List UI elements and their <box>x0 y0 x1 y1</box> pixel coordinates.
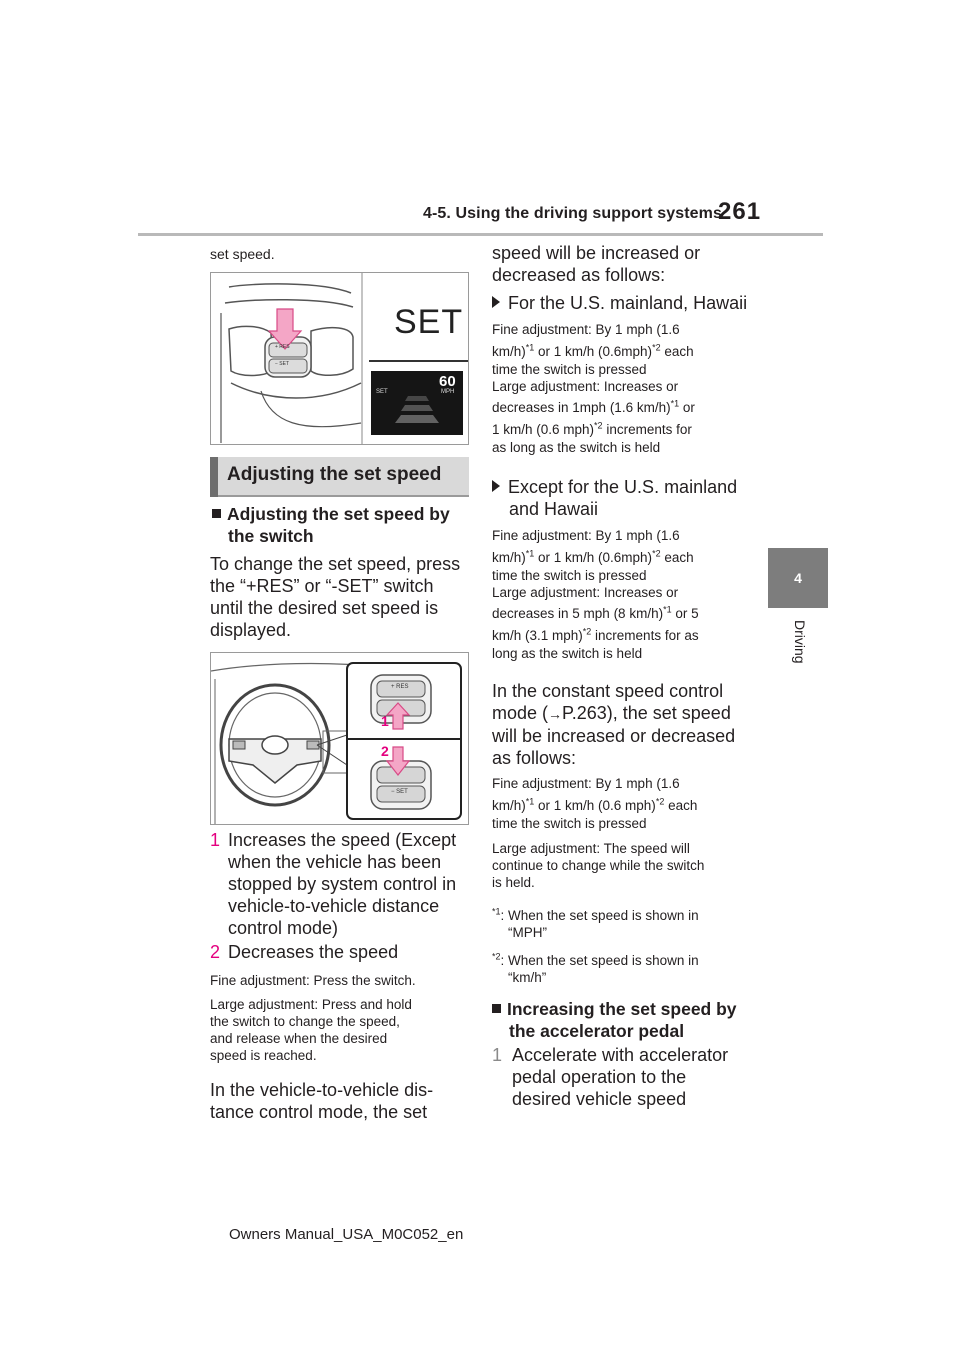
large-adj-line: Large adjustment: Press and hold <box>210 997 412 1012</box>
footnote-2 <box>492 952 699 986</box>
section-title: 4-5. Using the driving support systems <box>423 205 722 222</box>
callout-1: 1 <box>381 713 389 729</box>
sub-heading-switch <box>212 503 450 525</box>
adj-line: as long as the switch is held <box>492 440 661 455</box>
section-heading-bar <box>210 457 469 497</box>
item-number: 2 <box>210 942 221 962</box>
sub-heading-line1: Adjusting the set speed by <box>227 504 450 524</box>
para1-line: displayed. <box>210 620 292 640</box>
adj-line: km/h)$^{*1}$ or 1 km/h $(0.6mph)^{*2}$ each <box>492 548 694 565</box>
bullet-except-line: Except for the U.S. mainland <box>508 477 738 497</box>
footnote-ref: *1 <box>525 342 535 353</box>
footnote-1 <box>492 907 699 941</box>
sub-heading-line2: the accelerator pedal <box>509 1021 685 1041</box>
fine-adjustment-note: Fine adjustment: Press the switch. <box>210 973 416 988</box>
figure-steering-illustration <box>211 653 468 824</box>
footnote-ref: *1 <box>525 548 535 559</box>
paragraph-continued <box>492 242 700 286</box>
adj-line: Large adjustment: Increases or <box>492 379 679 394</box>
adj-line: Fine adjustment: By 1 mph (1.6 <box>492 776 680 791</box>
item-decrease-num <box>210 941 220 963</box>
item1-line: Increases the speed (Except <box>228 830 457 850</box>
item1-line: control mode) <box>228 918 339 938</box>
page-ref-arrow-icon: → <box>548 706 563 722</box>
bullet-except-line: and Hawaii <box>509 499 599 519</box>
item1-line: vehicle-to-vehicle distance <box>228 896 440 916</box>
page-reference-link[interactable]: P.263), the set speed <box>562 703 731 723</box>
para2-line: In the vehicle-to-vehicle dis- <box>210 1080 434 1100</box>
figure-set-illustration <box>211 273 468 444</box>
adj-line: time the switch is pressed <box>492 816 647 831</box>
set-indicator: SET <box>394 303 464 341</box>
chapter-label: Driving <box>792 620 808 664</box>
paragraph-constant-speed <box>492 680 735 769</box>
large-adj-line: the switch to change the speed, <box>210 1014 400 1029</box>
speed-value: 60 <box>439 373 456 390</box>
para2-line: tance control mode, the set <box>210 1102 428 1122</box>
adj-line: km/h)$^{*1}$ or 1 km/h (0.6 mph)$^{*2}$ each <box>492 796 698 813</box>
footer-manual-id: Owners Manual_USA_M0C052_en <box>229 1226 464 1243</box>
para-cont-line: decreased as follows: <box>492 265 666 285</box>
para3-line: mode (→P.263), the set speed <box>492 703 731 723</box>
large-adj-line: speed is reached. <box>210 1048 317 1063</box>
constant-adjustment-block <box>492 774 704 891</box>
adj-line: decreases in 1mph (1.6 km/h)$^{*1}$ or <box>492 398 695 415</box>
footnote-ref: *2 <box>594 420 603 431</box>
item1-line: stopped by system control in <box>228 874 457 894</box>
para1-line: until the desired set speed is <box>210 598 439 618</box>
figure-set-display <box>210 272 469 445</box>
page-number: 261 <box>718 198 762 225</box>
footnote-text: : When the set speed is shown in <box>500 908 699 923</box>
adj-line: 1 km/h (0.6 mph)$^{*2}$ increments for <box>492 420 692 437</box>
para-cont-line: speed will be increased or <box>492 243 701 263</box>
item-increase <box>210 829 220 851</box>
item1-line: when the vehicle has been <box>228 852 442 872</box>
footnote-marker: *2 <box>492 951 501 962</box>
header-rule <box>138 233 823 236</box>
adj-line: time the switch is pressed <box>492 362 647 377</box>
adj-line: is held. <box>492 875 535 890</box>
speed-unit: MPH <box>441 389 455 395</box>
chapter-label-wrap <box>788 620 808 690</box>
paragraph-vehicle-distance <box>210 1079 433 1123</box>
paragraph-change-speed <box>210 553 460 641</box>
bullet-except-us <box>492 476 737 520</box>
step-1-text <box>512 1044 728 1110</box>
adj-line: continue to change while the switch <box>492 858 705 873</box>
footnote-marker: *1 <box>492 906 501 917</box>
triangle-bullet-icon <box>492 480 500 492</box>
us-adjustment-block <box>492 320 695 456</box>
large-adjustment-note <box>210 996 412 1064</box>
figure-steering-switch <box>210 652 469 825</box>
step1-line: desired vehicle speed <box>512 1089 687 1109</box>
small-set-label: SET <box>376 389 388 395</box>
footnote-ref: *2 <box>655 796 665 807</box>
square-bullet-icon <box>212 509 221 518</box>
footnote-ref: *2 <box>582 626 592 637</box>
adj-line: time the switch is pressed <box>492 568 647 583</box>
triangle-bullet-icon <box>492 296 500 308</box>
sub-heading-line1: Increasing the set speed by <box>507 999 737 1019</box>
adj-line: Fine adjustment: By 1 mph (1.6 <box>492 322 680 337</box>
res-button-label: + RES <box>275 344 290 350</box>
set-button-label: − SET <box>275 361 290 367</box>
bullet-us-mainland <box>492 292 747 314</box>
para1-line: the “+RES” or “-SET” switch <box>210 576 434 596</box>
footnote-text: “km/h” <box>508 970 547 985</box>
footnote-ref: *2 <box>652 548 661 559</box>
step-number: 1 <box>492 1045 503 1065</box>
adj-line: decreases in 5 mph (8 km/h)$^{*1}$ or 5 <box>492 604 699 621</box>
intro-tail: set speed. <box>210 246 275 262</box>
other-adjustment-block <box>492 526 699 662</box>
para1-line: To change the set speed, press <box>210 554 461 574</box>
set-button-label: − SET <box>391 789 408 795</box>
footnote-ref: *2 <box>652 342 661 353</box>
chapter-tab[interactable] <box>768 548 828 608</box>
footnote-text: “MPH” <box>508 925 547 940</box>
adj-line: km/h (3.1 mph)$^{*2}$ increments for as <box>492 626 699 643</box>
callout-2: 2 <box>381 743 389 759</box>
item-decrease-text: Decreases the speed <box>228 942 399 962</box>
res-button-label: + RES <box>391 684 409 690</box>
section-heading-accent <box>210 457 218 497</box>
adj-line: Large adjustment: The speed will <box>492 841 690 856</box>
item-number: 1 <box>210 830 221 850</box>
para3-line: In the constant speed control <box>492 681 724 701</box>
footnote-ref: *1 <box>663 604 672 615</box>
sub-heading-line2: the switch <box>228 526 314 546</box>
step-1-number <box>492 1044 502 1066</box>
square-bullet-icon <box>492 1004 501 1013</box>
step1-line: Accelerate with accelerator <box>512 1045 729 1065</box>
footnote-ref: *1 <box>525 796 535 807</box>
sub-heading-accelerator <box>492 998 737 1042</box>
chapter-number: 4 <box>794 570 802 586</box>
para3-line: will be increased or decreased <box>492 726 736 746</box>
section-heading: Adjusting the set speed <box>227 464 442 485</box>
adj-line: Large adjustment: Increases or <box>492 585 679 600</box>
bullet-us-label: For the U.S. mainland, Hawaii <box>508 293 748 313</box>
para3-line: as follows: <box>492 748 577 768</box>
adj-line: long as the switch is held <box>492 646 643 661</box>
footnote-ref: *1 <box>670 398 680 409</box>
item-increase-text <box>228 829 456 939</box>
footnote-text: : When the set speed is shown in <box>500 953 699 968</box>
step1-line: pedal operation to the <box>512 1067 687 1087</box>
adj-line: km/h)$^{*1}$ or 1 km/h $(0.6mph)^{*2}$ each <box>492 342 694 359</box>
adj-line: Fine adjustment: By 1 mph (1.6 <box>492 528 680 543</box>
large-adj-line: and release when the desired <box>210 1031 388 1046</box>
